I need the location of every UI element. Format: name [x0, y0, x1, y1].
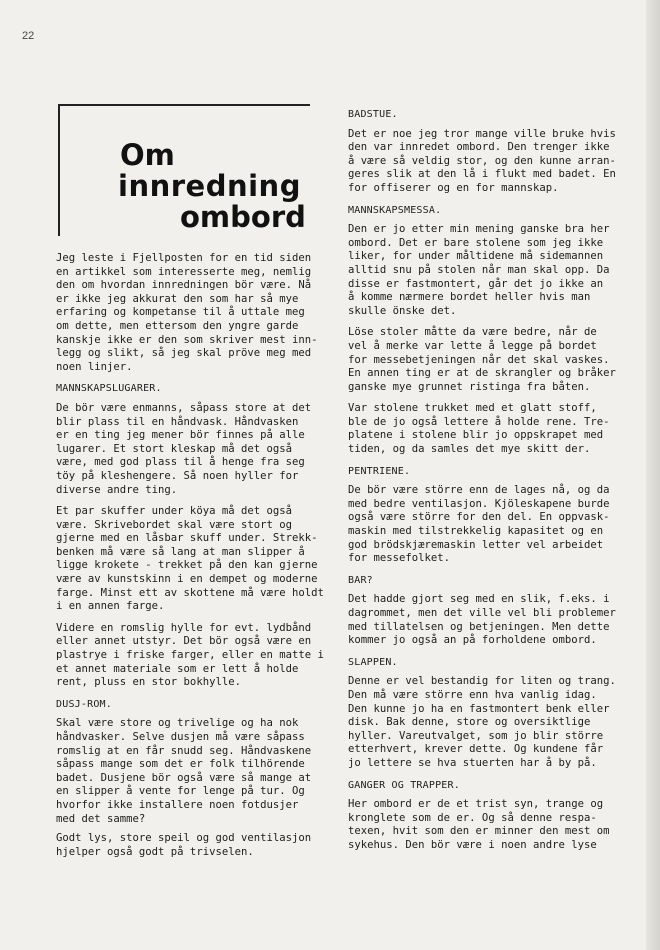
- paragraph: Löse stoler måtte da være bedre, når de vel å merke var lette å legge på bordet for messebetjeningen når det skal vaskes. En annen ting er at de skrangler og bråker ganske mye grunnet ristinga fra båten.: [348, 326, 616, 393]
- left-column: [56, 252, 328, 867]
- section-heading-slappen: SLAPPEN.: [348, 656, 398, 668]
- title-line-3: ombord: [180, 200, 306, 234]
- paragraph: Det hadde gjort seg med en slik, f.eks. i dagrommet, men det ville vel bli problemer med tillatelsen og betjeningen. Men dette kommer jo også an på forholdene ombord.: [348, 593, 616, 647]
- title-line-2: innredning: [118, 169, 301, 203]
- paragraph: Denne er vel bestandig for liten og trang. Den må være större enn hva vanlig idag. Den kunne jo ha en fastmontert benk eller disk. Bak denne, store og oversiktlige hyller. Vareutvalget, som jo blir större etterhvert, krever dette. Og kundene får jo lettere se hva stuerten har å by på.: [348, 675, 616, 769]
- article-title: [118, 140, 304, 233]
- section-heading-mannskapsmessa: MANNSKAPSMESSA.: [348, 204, 442, 216]
- paragraph: Her ombord er de et trist syn, trange og kronglete som de er. Og så denne respa- texen, hvit som den er minner den mest om sykehus. Den bör være i noen andre lyse: [348, 798, 610, 851]
- paragraph: De bör være enmanns, såpass store at det blir plass til en håndvask. Håndvasken er en ting jeg mener bör finnes på alle lugarer. Et stort kleskap må det også være, med god plass til å henge fra seg töy på kleshengere. Så noen hyller for diverse andre ting.: [56, 401, 312, 496]
- intro-paragraph: Jeg leste i Fjellposten for en tid siden en artikkel som interesserte meg, nemlig den om hvordan innredningen bör være. Nå er ikke jeg akkurat den som har så mye erfaring og kompetanse til å uttale meg om dette, men ettersom den yngre garde kanskje ikke er den som skriver mest inn- legg og slikt, så jeg skal pröve meg med noen linjer.: [56, 252, 318, 373]
- page-number: 22: [22, 30, 35, 42]
- section-heading-ganger-og-trapper: GANGER OG TRAPPER.: [348, 779, 460, 791]
- paragraph: Var stolene trukket med et glatt stoff, ble de jo også lettere å holde rene. Tre- platene i stolene blir jo oppskrapet med tiden, og da samles det mye skitt der.: [348, 402, 610, 456]
- right-column: [348, 108, 626, 861]
- paragraph: Videre en romslig hylle for evt. lydbånd eller annet utstyr. Det bör også være en plastrye i friske farger, eller en matte i et annet materiale som er lett å holde rent, pluss en stor bokhylle.: [56, 621, 324, 689]
- section-heading-dusj-rom: DUSJ-ROM.: [56, 698, 112, 710]
- title-line-1: Om: [120, 138, 175, 172]
- paragraph: Et par skuffer under köya må det også være. Skrivebordet skal være stort og gjerne med en låsbar skuff under. Strekk- benken må være så lang at man slipper å ligge krokete - trekket på den kan gjerne være av kunstskinn i en dempet og moderne farge. Minst ett av skottene må være holdt i en annen farge.: [56, 505, 324, 613]
- section-heading-badstue: BADSTUE.: [348, 109, 398, 120]
- section-heading-mannskapslugarer: MANNSKAPSLUGARER.: [56, 383, 162, 395]
- paragraph: Skal være store og trivelige og ha nok håndvasker. Selve dusjen må være såpass romslig at en får snudd seg. Håndvaskene såpass mange som det er folk tilhörende badet. Dusjene bör også være så mange at en slipper å vente for lenge på tur. Og hvorfor ikke installere noen fotdusjer med det samme?: [56, 717, 312, 825]
- paragraph: Den er jo etter min mening ganske bra her ombord. Det er bare stolene som jeg ikke liker, for under måltidene må sidemannen alltid snu på stolen når man skal opp. Da disse er fastmontert, går det jo ikke an å komme nærmere bordet heller hvis man skulle önske det.: [348, 223, 610, 317]
- page-gutter-shadow: [646, 0, 660, 950]
- section-heading-pentriene: PENTRIENE.: [348, 465, 411, 477]
- paragraph: De bör være större enn de lages nå, og da med bedre ventilasjon. Kjöleskapene burde også være större for den del. En oppvask- maskin med tilstrekkelig kapasitet og en god brödskjæremaskin letter vel arbeidet for messefolket.: [348, 484, 610, 565]
- paragraph: Godt lys, store speil og god ventilasjon hjelper også godt på trivselen.: [56, 832, 312, 858]
- section-heading-bar: BAR?: [348, 574, 373, 586]
- paragraph: Det er noe jeg tror mange ville bruke hvis den var innredet ombord. Den trenger ikke å være så veldig stor, og den kunne arran- geres slik at den lå i flukt med badet. En for offiserer og en for mannskap.: [348, 127, 616, 194]
